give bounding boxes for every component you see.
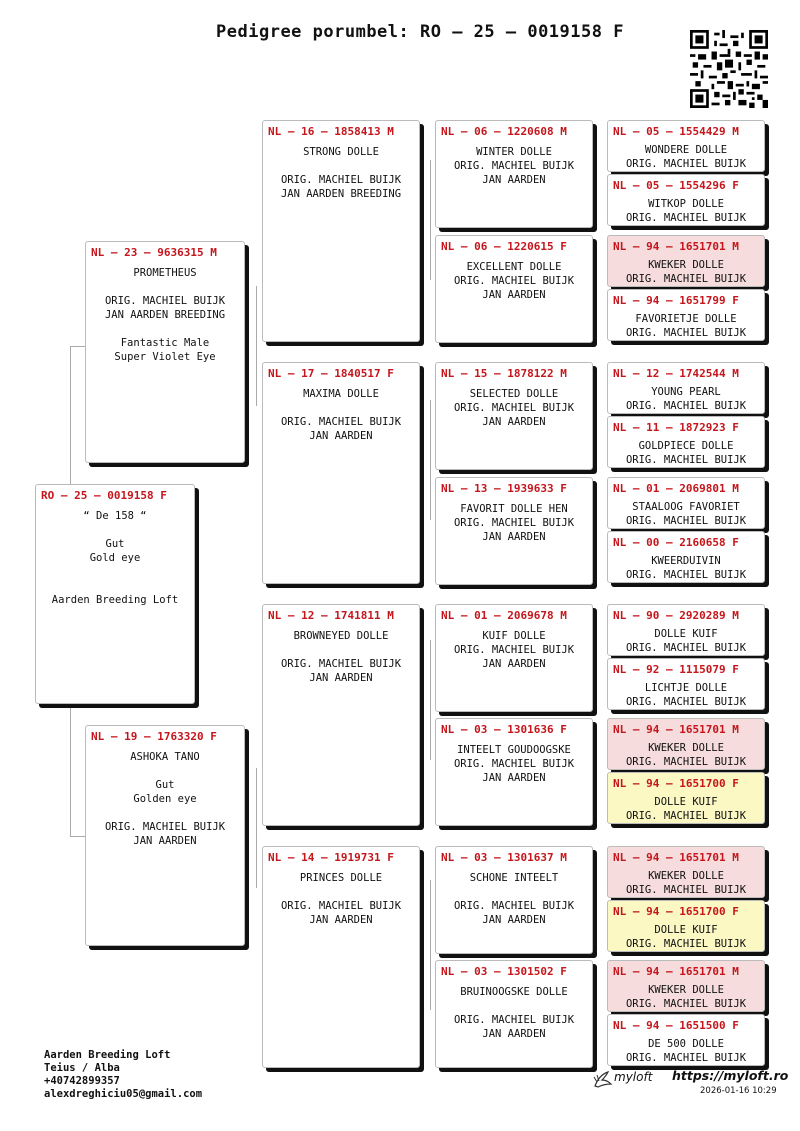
ring-number: NL – 16 – 1858413 M bbox=[268, 125, 394, 138]
pigeon-card[interactable] bbox=[262, 362, 420, 584]
pigeon-card[interactable] bbox=[262, 846, 420, 1068]
ring-number: NL – 94 – 1651701 M bbox=[613, 851, 739, 864]
pigeon-info: MAXIMA DOLLE ORIG. MACHIEL BUIJK JAN AARDEN bbox=[280, 388, 402, 442]
pigeon-card[interactable] bbox=[607, 362, 765, 414]
pigeon-info: KUIF DOLLE ORIG. MACHIEL BUIJK JAN AARDEN bbox=[453, 630, 575, 670]
ring-number: NL – 19 – 1763320 F bbox=[91, 730, 217, 743]
pigeon-card[interactable] bbox=[607, 416, 765, 468]
print-date: 2026-01-16 10:29 bbox=[700, 1086, 777, 1096]
ring-number: NL – 14 – 1919731 F bbox=[268, 851, 394, 864]
email[interactable]: alexdreghiciu05@gmail.com bbox=[44, 1088, 203, 1100]
pigeon-info: YOUNG PEARL ORIG. MACHIEL BUIJK bbox=[625, 386, 747, 412]
pigeon-card[interactable] bbox=[262, 604, 420, 826]
pigeon-card[interactable] bbox=[607, 174, 765, 226]
qr-code-icon bbox=[690, 30, 768, 108]
pigeon-card[interactable] bbox=[607, 120, 765, 172]
pigeon-info: LICHTJE DOLLE ORIG. MACHIEL BUIJK bbox=[625, 682, 747, 708]
pigeon-card[interactable] bbox=[435, 362, 593, 470]
ring-number: NL – 17 – 1840517 F bbox=[268, 367, 394, 380]
page-title: Pedigree porumbel: RO – 25 – 0019158 F bbox=[216, 22, 624, 42]
pigeon-info: “ De 158 “ Gut Gold eye Aarden Breeding Loft bbox=[51, 510, 179, 606]
pigeon-card[interactable] bbox=[607, 658, 765, 710]
pigeon-info: WONDERE DOLLE ORIG. MACHIEL BUIJK bbox=[625, 144, 747, 170]
pigeon-card[interactable] bbox=[607, 235, 765, 287]
pigeon-card[interactable] bbox=[607, 960, 765, 1012]
ring-number: NL – 03 – 1301637 M bbox=[441, 851, 567, 864]
pigeon-card[interactable] bbox=[607, 772, 765, 824]
ring-number: RO – 25 – 0019158 F bbox=[41, 489, 167, 502]
ring-number: NL – 01 – 2069678 M bbox=[441, 609, 567, 622]
pigeon-info: GOLDPIECE DOLLE ORIG. MACHIEL BUIJK bbox=[625, 440, 747, 466]
sire-card[interactable] bbox=[85, 241, 245, 463]
ring-number: NL – 94 – 1651700 F bbox=[613, 777, 739, 790]
website-link[interactable]: https://myloft.ro bbox=[672, 1068, 789, 1083]
pigeon-info: KWEKER DOLLE ORIG. MACHIEL BUIJK bbox=[625, 742, 747, 768]
ring-number: NL – 05 – 1554296 F bbox=[613, 179, 739, 192]
pigeon-card[interactable] bbox=[607, 846, 765, 898]
ring-number: NL – 12 – 1742544 M bbox=[613, 367, 739, 380]
pigeon-card[interactable] bbox=[262, 120, 420, 342]
pigeon-info: KWEERDUIVIN ORIG. MACHIEL BUIJK bbox=[625, 555, 747, 581]
pigeon-card[interactable] bbox=[607, 1014, 765, 1066]
pigeon-info: FAVORIETJE DOLLE ORIG. MACHIEL BUIJK bbox=[625, 313, 747, 339]
ring-number: NL – 94 – 1651701 M bbox=[613, 723, 739, 736]
pigeon-card[interactable] bbox=[435, 604, 593, 712]
pigeon-logo-icon bbox=[592, 1068, 614, 1090]
pigeon-info: DOLLE KUIF ORIG. MACHIEL BUIJK bbox=[625, 796, 747, 822]
ring-number: NL – 00 – 2160658 F bbox=[613, 536, 739, 549]
pigeon-card[interactable] bbox=[435, 120, 593, 228]
pigeon-card[interactable] bbox=[607, 289, 765, 341]
ring-number: NL – 12 – 1741811 M bbox=[268, 609, 394, 622]
pigeon-info: DOLLE KUIF ORIG. MACHIEL BUIJK bbox=[625, 628, 747, 654]
contact-block bbox=[44, 1049, 202, 1101]
pigeon-card[interactable] bbox=[35, 484, 195, 704]
ring-number: NL – 94 – 1651500 F bbox=[613, 1019, 739, 1032]
pigeon-info: SCHONE INTEELT ORIG. MACHIEL BUIJK JAN AARDEN bbox=[453, 872, 575, 926]
ring-number: NL – 01 – 2069801 M bbox=[613, 482, 739, 495]
pigeon-info: ASHOKA TANO Gut Golden eye ORIG. MACHIEL BUIJK JAN AARDEN bbox=[104, 751, 226, 847]
pigeon-card[interactable] bbox=[607, 900, 765, 952]
ring-number: NL – 94 – 1651701 M bbox=[613, 240, 739, 253]
pigeon-info: PROMETHEUS ORIG. MACHIEL BUIJK JAN AARDEN BREEDING Fantastic Male Super Violet Eye bbox=[104, 267, 226, 363]
ring-number: NL – 06 – 1220615 F bbox=[441, 240, 567, 253]
phone[interactable]: +40742899357 bbox=[44, 1075, 120, 1087]
pigeon-info: KWEKER DOLLE ORIG. MACHIEL BUIJK bbox=[625, 259, 747, 285]
ring-number: NL – 94 – 1651701 M bbox=[613, 965, 739, 978]
pigeon-card[interactable] bbox=[607, 604, 765, 656]
pigeon-info: PRINCES DOLLE ORIG. MACHIEL BUIJK JAN AARDEN bbox=[280, 872, 402, 926]
ring-number: NL – 92 – 1115079 F bbox=[613, 663, 739, 676]
pigeon-card[interactable] bbox=[435, 846, 593, 954]
pigeon-info: EXCELLENT DOLLE ORIG. MACHIEL BUIJK JAN AARDEN bbox=[453, 261, 575, 301]
ring-number: NL – 03 – 1301502 F bbox=[441, 965, 567, 978]
pigeon-info: DE 500 DOLLE ORIG. MACHIEL BUIJK bbox=[625, 1038, 747, 1064]
location: Teius / Alba bbox=[44, 1062, 120, 1074]
pigeon-card[interactable] bbox=[435, 960, 593, 1068]
ring-number: NL – 11 – 1872923 F bbox=[613, 421, 739, 434]
pigeon-card[interactable] bbox=[435, 235, 593, 343]
pigeon-card[interactable] bbox=[435, 718, 593, 826]
pigeon-info: SELECTED DOLLE ORIG. MACHIEL BUIJK JAN AARDEN bbox=[453, 388, 575, 428]
ring-number: NL – 05 – 1554429 M bbox=[613, 125, 739, 138]
pigeon-info: STRONG DOLLE ORIG. MACHIEL BUIJK JAN AARDEN BREEDING bbox=[280, 146, 402, 200]
pigeon-info: WINTER DOLLE ORIG. MACHIEL BUIJK JAN AARDEN bbox=[453, 146, 575, 186]
ring-number: NL – 90 – 2920289 M bbox=[613, 609, 739, 622]
pigeon-info: BRUINOOGSKE DOLLE ORIG. MACHIEL BUIJK JAN AARDEN bbox=[453, 986, 575, 1040]
pigeon-info: KWEKER DOLLE ORIG. MACHIEL BUIJK bbox=[625, 870, 747, 896]
pigeon-card[interactable] bbox=[607, 718, 765, 770]
ring-number: NL – 03 – 1301636 F bbox=[441, 723, 567, 736]
pigeon-info: KWEKER DOLLE ORIG. MACHIEL BUIJK bbox=[625, 984, 747, 1010]
loft-name: Aarden Breeding Loft bbox=[44, 1049, 171, 1061]
ring-number: NL – 13 – 1939633 F bbox=[441, 482, 567, 495]
ring-number: NL – 94 – 1651700 F bbox=[613, 905, 739, 918]
pigeon-info: INTEELT GOUDOOGSKE ORIG. MACHIEL BUIJK JAN AARDEN bbox=[453, 744, 575, 784]
ring-number: NL – 06 – 1220608 M bbox=[441, 125, 567, 138]
dam-card[interactable] bbox=[85, 725, 245, 946]
pigeon-info: FAVORIT DOLLE HEN ORIG. MACHIEL BUIJK JAN AARDEN bbox=[453, 503, 575, 543]
pigeon-card[interactable] bbox=[435, 477, 593, 585]
pigeon-info: STAALOOG FAVORIET ORIG. MACHIEL BUIJK bbox=[625, 501, 747, 527]
pigeon-info: BROWNEYED DOLLE ORIG. MACHIEL BUIJK JAN AARDEN bbox=[280, 630, 402, 684]
ring-number: NL – 23 – 9636315 M bbox=[91, 246, 217, 259]
pigeon-info: DOLLE KUIF ORIG. MACHIEL BUIJK bbox=[625, 924, 747, 950]
pigeon-info: WITKOP DOLLE ORIG. MACHIEL BUIJK bbox=[625, 198, 747, 224]
brand-name: myloft bbox=[614, 1070, 653, 1084]
ring-number: NL – 15 – 1878122 M bbox=[441, 367, 567, 380]
ring-number: NL – 94 – 1651799 F bbox=[613, 294, 739, 307]
pigeon-card[interactable] bbox=[607, 531, 765, 583]
pigeon-card[interactable] bbox=[607, 477, 765, 529]
